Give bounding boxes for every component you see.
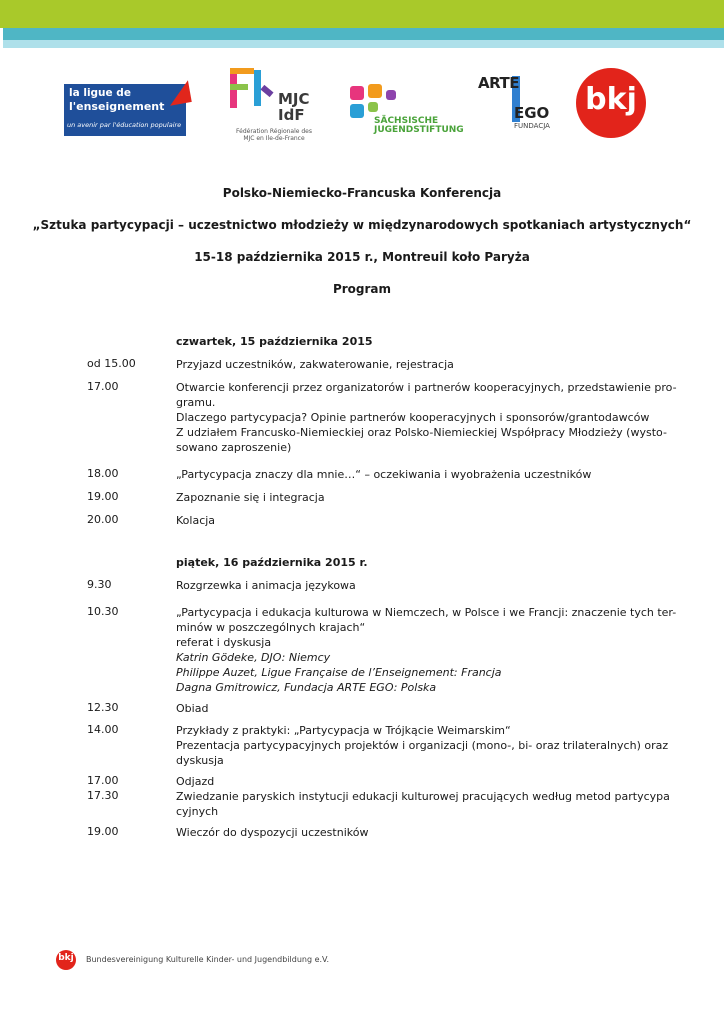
- day1-label: czwartek, 15 października 2015: [176, 335, 373, 348]
- schedule-line: Prezentacja partycypacyjnych projektów i organizacji (mono-, bi- oraz trilateralnych) oraz: [176, 739, 669, 752]
- sjs-logo: [350, 84, 464, 135]
- schedule-line: Wieczór do dyspozycji uczestników: [176, 826, 369, 839]
- frmjc-idf: IdF: [278, 106, 305, 124]
- schedule-desc: [176, 701, 636, 716]
- footer-bkj-logo-text: bkj: [58, 953, 74, 963]
- speaker-line: Philippe Auzet, Ligue Française de l’Enseignement: Francja: [176, 666, 502, 679]
- schedule-line: Przyjazd uczestników, zakwaterowanie, rejestracja: [176, 358, 454, 371]
- schedule-line: Zapoznanie się i integracja: [176, 491, 325, 504]
- schedule-line: Zwiedzanie paryskich instytucji edukacji kulturowej pracujących według metod partycypa: [176, 790, 670, 803]
- schedule-time: 12.30: [87, 701, 119, 714]
- schedule-line: cyjnych: [176, 805, 219, 818]
- schedule-line: gramu.: [176, 396, 216, 409]
- schedule-line: „Partycypacja i edukacja kulturowa w Niemczech, w Polsce i we Francji: znaczenie tych ter-: [176, 606, 677, 619]
- sjs-square-purple: [386, 90, 396, 100]
- schedule-desc: [176, 605, 677, 695]
- schedule-line: referat i dyskusja: [176, 636, 272, 649]
- ligue-logo-tagline: un avenir par l'éducation populaire: [67, 121, 182, 129]
- frmjc-federation: Fédération Régionale des MJC en Ile-de-France: [236, 128, 312, 142]
- schedule-time: 18.00: [87, 467, 119, 480]
- schedule-desc: [176, 723, 669, 768]
- schedule-time: 17.30: [87, 789, 119, 802]
- schedule-line: sowano zaproszenie): [176, 441, 292, 454]
- schedule-time: 20.00: [87, 513, 119, 526]
- schedule-desc: [176, 380, 677, 455]
- speaker-line: Katrin Gödeke, DJO: Niemcy: [176, 651, 331, 664]
- schedule-line: minów w poszczególnych krajach“: [176, 621, 366, 634]
- schedule-time: 9.30: [87, 578, 112, 591]
- footer-org: Bundesvereinigung Kulturelle Kinder- und Jugendbildung e.V.: [86, 955, 330, 964]
- sjs-line2: JUGENDSTIFTUNG: [374, 125, 464, 135]
- sjs-square-pink: [350, 86, 364, 100]
- header-band-light: [0, 40, 724, 48]
- schedule-desc: [176, 513, 636, 528]
- arte-ego-line2: EGO: [514, 104, 550, 122]
- schedule-desc: [176, 357, 636, 372]
- schedule-desc: [176, 578, 636, 593]
- schedule-time: od 15.00: [87, 357, 136, 370]
- schedule-desc: [176, 490, 636, 505]
- schedule-time: 14.00: [87, 723, 119, 736]
- conference-subtitle: „Sztuka partycypacji – uczestnictwo młodzieży w międzynarodowych spotkaniach artystycznych“: [32, 218, 692, 232]
- ligue-logo-line2: l'enseignement: [69, 100, 165, 113]
- schedule-line: „Partycypacja znaczy dla mnie…“ – oczekiwania i wyobrażenia uczestników: [176, 468, 592, 481]
- schedule-time: 17.00: [87, 380, 119, 393]
- schedule-desc: [176, 789, 670, 819]
- schedule-desc: [176, 467, 636, 482]
- frmjc-mjc: MJC: [278, 90, 310, 108]
- sjs-square-green: [368, 102, 378, 112]
- conference-date: 15-18 października 2015 r., Montreuil koło Paryża: [194, 250, 530, 264]
- bkj-logo: [576, 68, 646, 138]
- schedule-line: Rozgrzewka i animacja językowa: [176, 579, 356, 592]
- schedule-line: Odjazd: [176, 775, 215, 788]
- arte-ego-line1: ARTE: [478, 74, 519, 92]
- schedule-time: 19.00: [87, 490, 119, 503]
- footer-bkj-logo: [56, 950, 76, 970]
- frmjc-logo: [228, 66, 318, 148]
- schedule-time: 19.00: [87, 825, 119, 838]
- schedule-line: dyskusja: [176, 754, 224, 767]
- frmjc-bar-orange: [230, 68, 254, 74]
- schedule-time: 17.00: [87, 774, 119, 787]
- schedule-line: Z udziałem Francusko-Niemieckiej oraz Polsko-Niemieckiej Współpracy Młodzieży (wysto-: [176, 426, 667, 439]
- schedule-desc: [176, 774, 636, 789]
- day2-label: piątek, 16 października 2015 r.: [176, 556, 368, 569]
- frmjc-bar-green: [230, 84, 248, 90]
- ligue-triangle-icon: [166, 80, 191, 105]
- sjs-line1: SÄCHSISCHE: [374, 116, 439, 126]
- schedule-line: Przykłady z praktyki: „Partycypacja w Trójkącie Weimarskim“: [176, 724, 511, 737]
- schedule-line: Otwarcie konferencji przez organizatorów i partnerów kooperacyjnych, przedstawienie pro-: [176, 381, 677, 394]
- arte-ego-logo: [476, 72, 558, 136]
- header-band-edge: [0, 28, 3, 48]
- schedule-line: Kolacja: [176, 514, 216, 527]
- sjs-square-blue: [350, 104, 364, 118]
- header-band-green: [0, 0, 724, 28]
- schedule-time: 10.30: [87, 605, 119, 618]
- frmjc-bar-purple: [260, 85, 273, 97]
- header-band-teal: [0, 28, 724, 40]
- sjs-square-orange: [368, 84, 382, 98]
- speaker-line: Dagna Gmitrowicz, Fundacja ARTE EGO: Polska: [176, 681, 437, 694]
- bkj-logo-text: bkj: [585, 82, 637, 117]
- schedule-line: Obiad: [176, 702, 209, 715]
- ligue-logo-line1: la ligue de: [69, 87, 131, 99]
- schedule-desc: [176, 825, 636, 840]
- program-heading: Program: [332, 282, 392, 296]
- schedule-line: Dlaczego partycypacja? Opinie partnerów kooperacyjnych i sponsorów/grantodawców: [176, 411, 650, 424]
- arte-ego-line3: FUNDACJA: [514, 122, 550, 130]
- conference-title: Polsko-Niemiecko-Francuska Konferencja: [222, 186, 502, 200]
